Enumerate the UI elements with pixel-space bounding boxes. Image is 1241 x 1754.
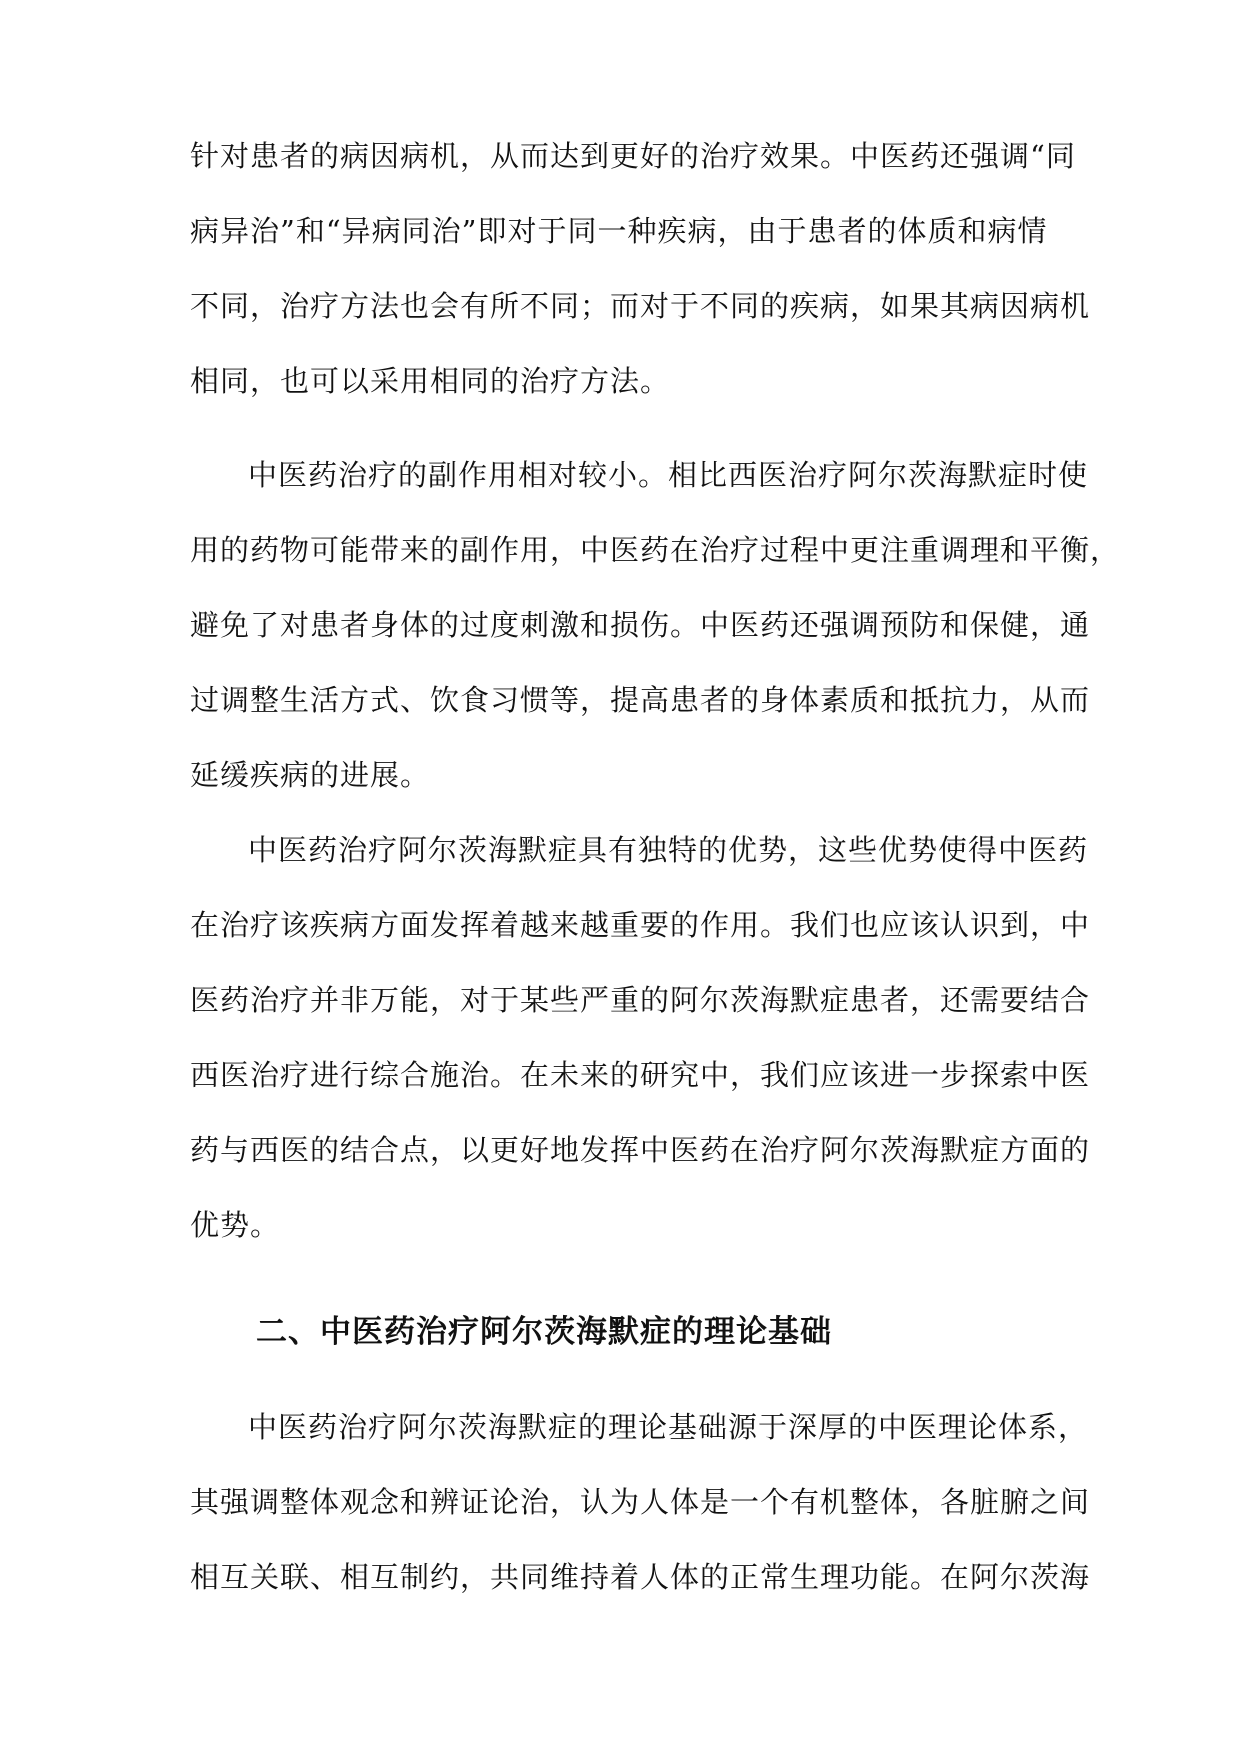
paragraph-3-line-1: 中医药治疗阿尔茨海默症具有独特的优势，这些优势使得中医药 (248, 833, 1089, 867)
paragraph-4-line-1: 中医药治疗阿尔茨海默症的理论基础源于深厚的中医理论体系， (248, 1410, 1089, 1444)
paragraph-3-line-4: 西医治疗进行综合施治。在未来的研究中，我们应该进一步探索中医 (190, 1058, 1091, 1092)
paragraph-1-line-3: 不同，治疗方法也会有所不同；而对于不同的疾病，如果其病因病机 (190, 289, 1091, 323)
paragraph-3-line-3: 医药治疗并非万能，对于某些严重的阿尔茨海默症患者，还需要结合 (190, 983, 1091, 1017)
paragraph-4-line-3: 相互关联、相互制约，共同维持着人体的正常生理功能。在阿尔茨海 (190, 1560, 1091, 1594)
paragraph-2-line-3: 避免了对患者身体的过度刺激和损伤。中医药还强调预防和保健，通 (190, 608, 1091, 642)
paragraph-1-line-4: 相同，也可以采用相同的治疗方法。 (190, 364, 671, 398)
paragraph-2-line-5: 延缓疾病的进展。 (190, 758, 431, 792)
paragraph-3-line-6: 优势。 (190, 1208, 281, 1242)
paragraph-2-line-4: 过调整生活方式、饮食习惯等，提高患者的身体素质和抵抗力，从而 (190, 683, 1091, 717)
paragraph-2-line-2: 用的药物可能带来的副作用，中医药在治疗过程中更注重调理和平衡， (190, 533, 1121, 567)
paragraph-1-line-1: 针对患者的病因病机，从而达到更好的治疗效果。中医药还强调“同 (190, 139, 1076, 173)
paragraph-4-line-2: 其强调整体观念和辨证论治，认为人体是一个有机整体，各脏腑之间 (190, 1485, 1091, 1519)
paragraph-1-line-2: 病异治”和“异病同治”即对于同一种疾病，由于患者的体质和病情 (190, 214, 1048, 248)
section-heading: 二、中医药治疗阿尔茨海默症的理论基础 (256, 1314, 832, 1350)
paragraph-2-line-1: 中医药治疗的副作用相对较小。相比西医治疗阿尔茨海默症时使 (248, 458, 1089, 492)
paragraph-3-line-5: 药与西医的结合点，以更好地发挥中医药在治疗阿尔茨海默症方面的 (190, 1133, 1091, 1167)
paragraph-3-line-2: 在治疗该疾病方面发挥着越来越重要的作用。我们也应该认识到，中 (190, 908, 1091, 942)
